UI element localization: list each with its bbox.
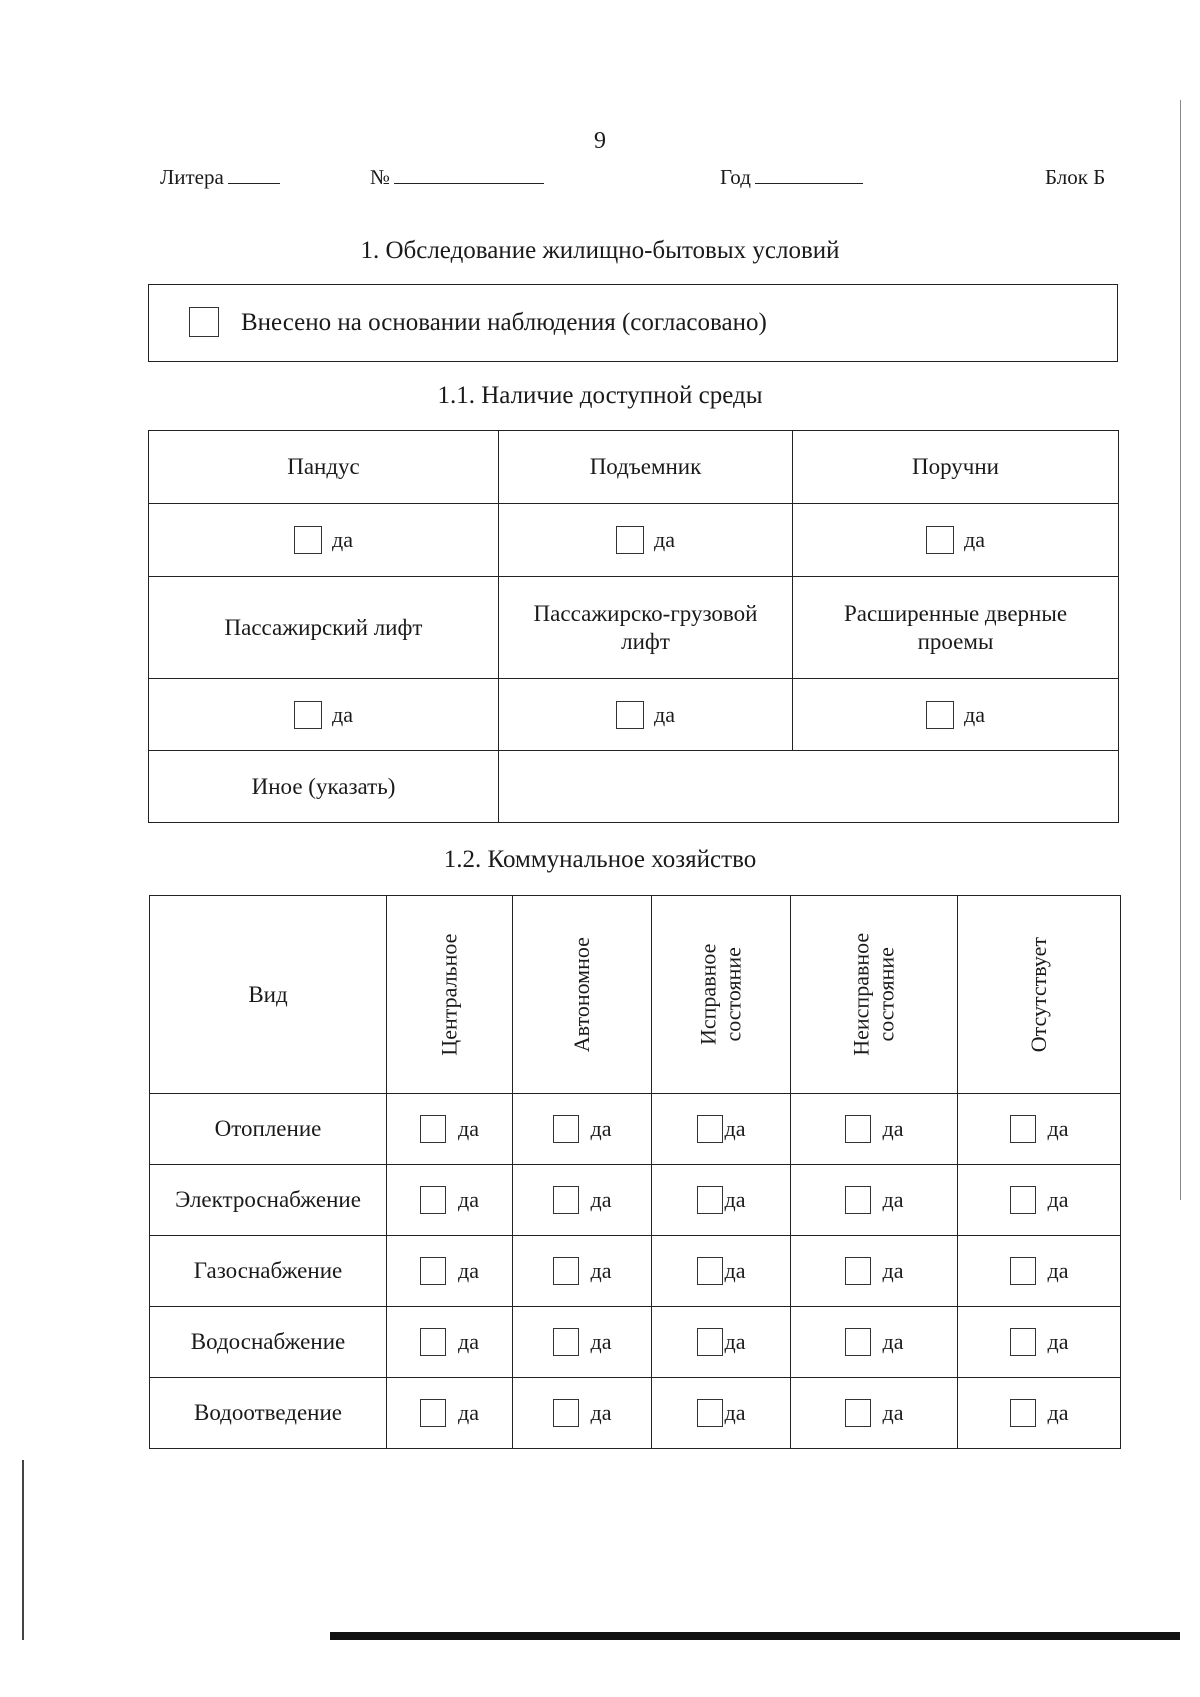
yes-label: да xyxy=(1047,1116,1069,1142)
yes-label: да xyxy=(1047,1258,1069,1284)
utility-checkbox[interactable] xyxy=(697,1328,723,1356)
observation-checkbox[interactable] xyxy=(189,307,219,337)
section1-1-title: 1.1. Наличие доступной среды xyxy=(437,382,763,409)
table-row xyxy=(149,504,1119,577)
utility-cell xyxy=(652,1378,791,1449)
yes-label: да xyxy=(458,1116,479,1142)
utility-name: Электроснабжение xyxy=(150,1165,387,1236)
scan-edge-left xyxy=(22,1460,24,1640)
utility-cell xyxy=(387,1165,513,1236)
header-central xyxy=(387,896,513,1094)
utility-cell xyxy=(791,1307,958,1378)
utility-checkbox[interactable] xyxy=(553,1115,579,1143)
lift-platform-yes-cell xyxy=(499,504,793,577)
utility-cell xyxy=(958,1307,1121,1378)
header-absent xyxy=(958,896,1121,1094)
utility-name: Газоснабжение xyxy=(150,1236,387,1307)
utility-checkbox[interactable] xyxy=(697,1186,723,1214)
header-handrails: Поручни xyxy=(793,431,1119,504)
passenger-elevator-checkbox[interactable] xyxy=(294,701,322,729)
page-number: 9 xyxy=(594,128,606,154)
utility-checkbox[interactable] xyxy=(420,1257,446,1285)
header-working-label: Исправное состояние xyxy=(695,943,746,1046)
utility-cell xyxy=(791,1236,958,1307)
utility-checkbox[interactable] xyxy=(553,1399,579,1427)
yes-label: да xyxy=(458,1400,479,1426)
utility-cell xyxy=(791,1378,958,1449)
utility-cell xyxy=(791,1165,958,1236)
header-autonomous-label: Автономное xyxy=(569,936,595,1053)
litera-input-line[interactable] xyxy=(228,165,280,184)
utility-cell xyxy=(958,1165,1121,1236)
other-input-cell[interactable] xyxy=(499,751,1119,823)
utility-cell xyxy=(791,1094,958,1165)
number-label: № xyxy=(370,165,391,189)
year-label: Год xyxy=(720,165,751,189)
utility-checkbox[interactable] xyxy=(697,1257,723,1285)
litera-label: Литера xyxy=(160,165,224,189)
number-input-line[interactable] xyxy=(394,165,544,184)
yes-label: да xyxy=(1047,1400,1069,1426)
wide-doorways-yes-cell xyxy=(793,679,1119,751)
scan-edge-bottom xyxy=(330,1632,1180,1640)
utility-cell xyxy=(652,1236,791,1307)
utility-checkbox[interactable] xyxy=(845,1328,871,1356)
yes-label: да xyxy=(882,1187,904,1213)
header-freight-elevator: Пассажирско-грузовой лифт xyxy=(499,577,793,679)
utility-checkbox[interactable] xyxy=(420,1328,446,1356)
utilities-table xyxy=(149,895,1121,1449)
utility-cell xyxy=(958,1378,1121,1449)
header-working xyxy=(652,896,791,1094)
yes-label: да xyxy=(724,1187,746,1213)
yes-label: да xyxy=(590,1329,612,1355)
table-row xyxy=(150,1378,1121,1449)
yes-label: да xyxy=(964,701,985,727)
utility-cell xyxy=(387,1307,513,1378)
year-field xyxy=(720,165,863,190)
yes-label: да xyxy=(654,527,675,553)
table-row xyxy=(149,679,1119,751)
table-row xyxy=(150,1236,1121,1307)
utility-cell xyxy=(387,1236,513,1307)
header-lift-platform: Подъемник xyxy=(499,431,793,504)
utility-cell xyxy=(387,1378,513,1449)
utility-checkbox[interactable] xyxy=(1010,1328,1036,1356)
yes-label: да xyxy=(882,1400,904,1426)
yes-label: да xyxy=(590,1258,612,1284)
utility-cell xyxy=(652,1094,791,1165)
handrails-checkbox[interactable] xyxy=(926,526,954,554)
yes-label: да xyxy=(1047,1329,1069,1355)
scan-edge-right xyxy=(1180,100,1181,1200)
observation-box xyxy=(148,284,1118,362)
utility-name: Водоотведение xyxy=(150,1378,387,1449)
table-row xyxy=(150,896,1121,1094)
yes-label: да xyxy=(882,1329,904,1355)
section1-title: 1. Обследование жилищно-бытовых условий xyxy=(360,237,840,264)
handrails-yes-cell xyxy=(793,504,1119,577)
header-absent-label: Отсутствует xyxy=(1026,936,1052,1053)
yes-label: да xyxy=(590,1116,612,1142)
table-row xyxy=(149,751,1119,823)
yes-label: да xyxy=(332,527,353,553)
utility-checkbox[interactable] xyxy=(845,1399,871,1427)
utility-checkbox[interactable] xyxy=(845,1186,871,1214)
ramp-yes-cell xyxy=(149,504,499,577)
lift-platform-checkbox[interactable] xyxy=(616,526,644,554)
yes-label: да xyxy=(724,1400,746,1426)
utility-checkbox[interactable] xyxy=(1010,1115,1036,1143)
observation-label: Внесено на основании наблюдения (согласовано) xyxy=(241,309,767,336)
wide-doorways-checkbox[interactable] xyxy=(926,701,954,729)
yes-label: да xyxy=(882,1116,904,1142)
accessibility-table xyxy=(148,430,1119,823)
header-type: Вид xyxy=(150,896,387,1094)
utility-cell xyxy=(652,1165,791,1236)
table-row xyxy=(149,431,1119,504)
utility-checkbox[interactable] xyxy=(553,1186,579,1214)
utility-checkbox[interactable] xyxy=(697,1115,723,1143)
block-label: Блок Б xyxy=(1045,165,1106,189)
yes-label: да xyxy=(724,1116,746,1142)
utility-cell xyxy=(513,1307,652,1378)
utility-checkbox[interactable] xyxy=(420,1115,446,1143)
utility-checkbox[interactable] xyxy=(1010,1399,1036,1427)
utility-checkbox[interactable] xyxy=(697,1399,723,1427)
utility-cell xyxy=(513,1094,652,1165)
table-row xyxy=(150,1165,1121,1236)
header-broken xyxy=(791,896,958,1094)
utility-cell xyxy=(513,1378,652,1449)
number-field xyxy=(370,165,544,190)
litera-field xyxy=(160,165,280,190)
section1-2-title: 1.2. Коммунальное хозяйство xyxy=(443,846,757,873)
header-wide-doorways: Расширенные дверные проемы xyxy=(793,577,1119,679)
utility-checkbox[interactable] xyxy=(420,1186,446,1214)
ramp-checkbox[interactable] xyxy=(294,526,322,554)
yes-label: да xyxy=(458,1187,479,1213)
utility-name: Водоснабжение xyxy=(150,1307,387,1378)
other-label: Иное (указать) xyxy=(149,751,499,823)
yes-label: да xyxy=(458,1329,479,1355)
header-ramp: Пандус xyxy=(149,431,499,504)
yes-label: да xyxy=(1047,1187,1069,1213)
utility-cell xyxy=(958,1094,1121,1165)
utility-cell xyxy=(513,1165,652,1236)
utility-checkbox[interactable] xyxy=(845,1257,871,1285)
header-broken-label: Неисправное состояние xyxy=(848,933,899,1056)
header-central-label: Центральное xyxy=(436,933,462,1056)
utility-name: Отопление xyxy=(150,1094,387,1165)
year-input-line[interactable] xyxy=(755,165,863,184)
utility-cell xyxy=(387,1094,513,1165)
yes-label: да xyxy=(964,527,985,553)
header-passenger-elevator: Пассажирский лифт xyxy=(149,577,499,679)
table-row xyxy=(150,1307,1121,1378)
utility-cell xyxy=(513,1236,652,1307)
yes-label: да xyxy=(332,701,353,727)
utility-cell xyxy=(958,1236,1121,1307)
utility-checkbox[interactable] xyxy=(1010,1186,1036,1214)
utility-checkbox[interactable] xyxy=(553,1257,579,1285)
utility-checkbox[interactable] xyxy=(553,1328,579,1356)
utility-checkbox[interactable] xyxy=(845,1115,871,1143)
utility-checkbox[interactable] xyxy=(420,1399,446,1427)
utilities-body xyxy=(150,1094,1121,1449)
freight-elevator-checkbox[interactable] xyxy=(616,701,644,729)
passenger-elevator-yes-cell xyxy=(149,679,499,751)
utility-checkbox[interactable] xyxy=(1010,1257,1036,1285)
yes-label: да xyxy=(882,1258,904,1284)
yes-label: да xyxy=(590,1187,612,1213)
yes-label: да xyxy=(724,1329,746,1355)
utility-cell xyxy=(652,1307,791,1378)
yes-label: да xyxy=(458,1258,479,1284)
header-autonomous xyxy=(513,896,652,1094)
yes-label: да xyxy=(590,1400,612,1426)
yes-label: да xyxy=(654,701,675,727)
table-row xyxy=(149,577,1119,679)
freight-elevator-yes-cell xyxy=(499,679,793,751)
table-row xyxy=(150,1094,1121,1165)
yes-label: да xyxy=(724,1258,746,1284)
